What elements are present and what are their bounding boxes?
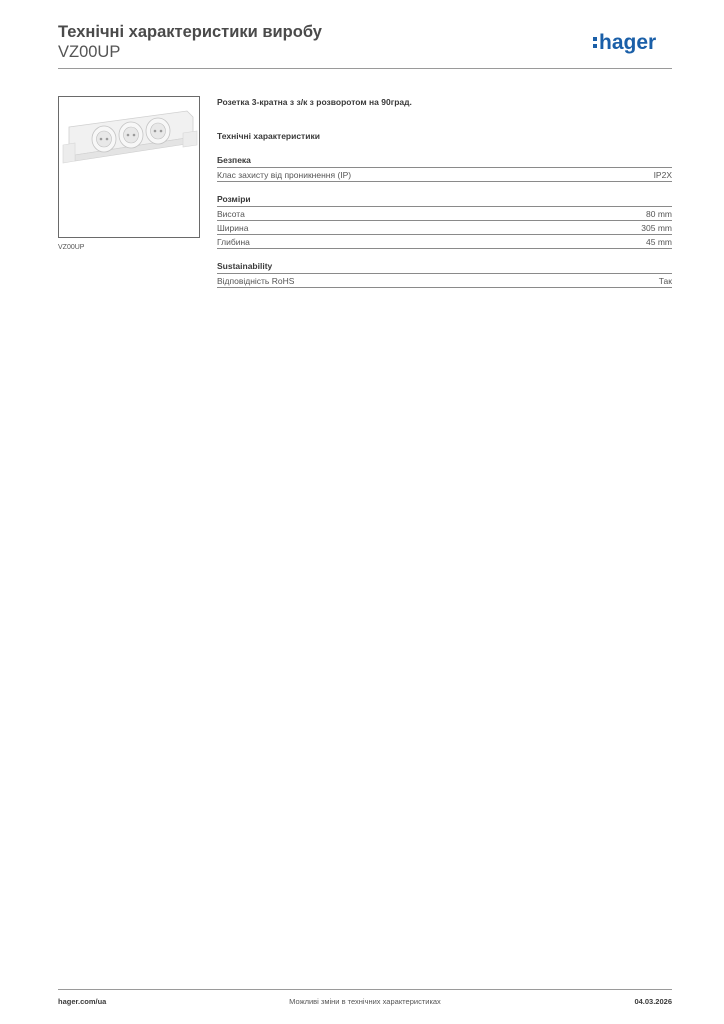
spec-value: 45 mm	[646, 237, 672, 247]
spec-group-safety	[217, 154, 672, 182]
spec-group-dimensions	[217, 193, 672, 249]
spec-value: IP2X	[653, 170, 672, 180]
spec-group-sustainability	[217, 260, 672, 288]
footer-date: 04.03.2026	[634, 997, 672, 1006]
specifications	[217, 96, 672, 288]
product-photo	[58, 96, 200, 238]
spec-row	[217, 221, 672, 235]
footer-website-link[interactable]: hager.com/ua	[58, 997, 107, 1006]
logo-text: hager	[599, 31, 657, 54]
spec-label: Висота	[217, 209, 245, 219]
section-title: Технічні характеристики	[217, 131, 320, 141]
footer-note: Можливі зміни в технічних характеристиках	[289, 997, 441, 1006]
socket-outlet-illustration	[59, 97, 199, 237]
spec-row	[217, 235, 672, 249]
hager-logo	[592, 28, 674, 58]
spec-row	[217, 168, 672, 182]
spec-row	[217, 274, 672, 288]
group-title: Розміри	[217, 193, 672, 207]
spec-label: Клас захисту від проникнення (IP)	[217, 170, 352, 180]
spec-value: 305 mm	[641, 223, 672, 233]
group-title: Безпека	[217, 154, 672, 168]
spec-row	[217, 207, 672, 221]
page-title: Технічні характеристики виробу	[58, 23, 322, 41]
header-divider	[58, 68, 672, 69]
spec-label: Глибина	[217, 237, 250, 247]
spec-value: Так	[658, 276, 672, 286]
spec-label: Ширина	[217, 223, 249, 233]
spec-label: Відповідність RoHS	[217, 276, 295, 286]
page-header	[58, 22, 322, 62]
footer-divider	[58, 989, 672, 990]
photo-caption: VZ00UP	[58, 244, 85, 251]
group-title: Sustainability	[217, 260, 672, 274]
spec-value: 80 mm	[646, 209, 672, 219]
product-code: VZ00UP	[58, 43, 121, 61]
product-name: Розетка 3-кратна з з/к з розворотом на 90град.	[217, 97, 412, 107]
